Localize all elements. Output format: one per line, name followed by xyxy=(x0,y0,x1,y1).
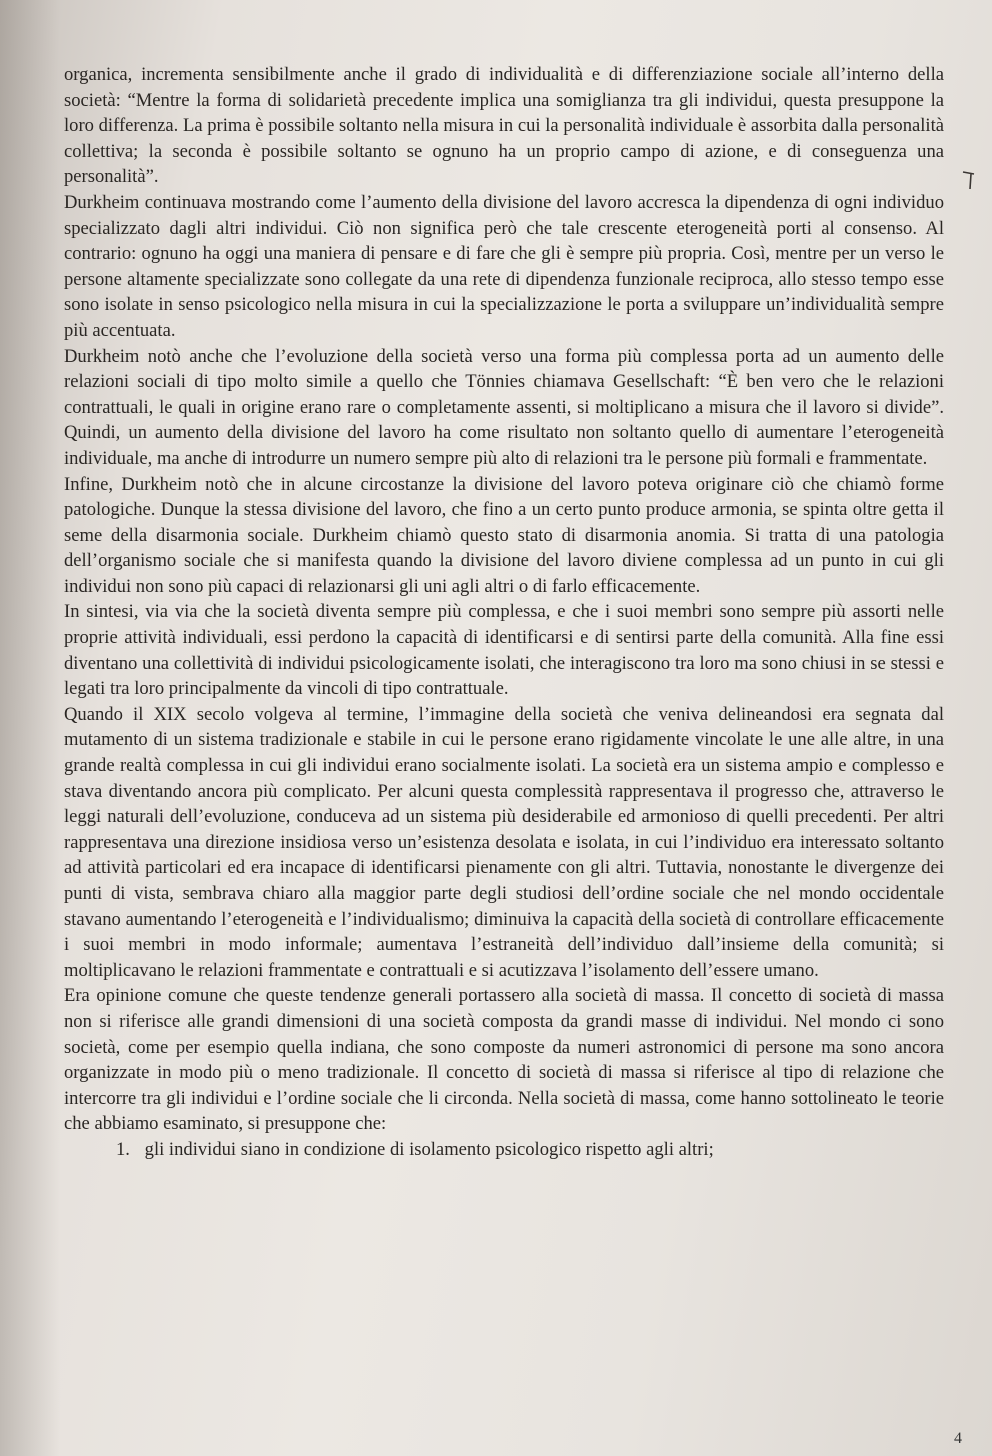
paragraph: Durkheim notò anche che l’evoluzione della società verso una forma più complessa porta ad un aumento delle relazioni sociali di tipo molto simile a quello che Tönnies chiamava Gesellschaft: “È ben vero che le relazioni contrattuali, le quali in origine erano rare o completamente assenti, si moltiplicano a misura che il lavoro si divide”. Quindi, un aumento della divisione del lavoro ha come risultato non soltanto quello di aumentare l’eterogeneità individuale, ma anche di introdurre un numero sempre più alto di relazioni tra le persone più formali e frammentate. xyxy=(64,345,944,469)
list-item-text: gli individui siano in condizione di isolamento psicologico rispetto agli altri; xyxy=(144,1138,714,1160)
list-item-number: 1. xyxy=(116,1138,130,1160)
paragraph: Infine, Durkheim notò che in alcune circostanze la divisione del lavoro poteva originare ciò che chiamò forme patologiche. Dunque la stessa divisione del lavoro, che fino a un certo punto produce armonia, se spinta oltre getta il seme della disarmonia sociale. Durkheim chiamò questo stato di disarmonia anomia. Si tratta di una patologia dell’organismo sociale che si manifesta quando la divisione del lavoro diviene complessa ad un punto in cui gli individui non sono più capaci di relazionarsi gli uni agli altri o di farlo efficacemente. xyxy=(64,473,944,597)
numbered-list xyxy=(64,1137,944,1163)
paragraph: Era opinione comune che queste tendenze generali portassero alla società di massa. Il concetto di società di massa non si riferisce alle grandi dimensioni di una società composta da grandi masse di individui. Nel mondo ci sono società, come per esempio quella indiana, che sono composte da numeri astronomici di persone ma sono ancora organizzate in modo più o meno tradizionale. Il concetto di società di massa si riferisce al tipo di relazione che intercorre tra gli individui e l’ordine sociale che li circonda. Nella società di massa, come hanno sottolineato le teorie che abbiamo esaminato, si presuppone che: xyxy=(64,985,944,1135)
pen-mark-icon xyxy=(962,170,976,190)
page-number: 4 xyxy=(954,1430,962,1447)
list-item xyxy=(116,1137,944,1163)
paragraph: Durkheim continuava mostrando come l’aumento della divisione del lavoro accresca la dipendenza di ogni individuo specializzato dagli altri individui. Ciò non significa però che tale crescente eterogeneità porti al consenso. Al contrario: ognuno ha oggi una maniera di pensare e di fare che gli è sempre più propria. Così, mentre per un verso le persone altamente specializzate sono collegate da una rete di dipendenza funzionale reciproca, allo stesso tempo esse sono isolate in senso psicologico nella misura in cui la specializzazione le porta a sviluppare un’individualità sempre più accentuata. xyxy=(64,191,944,341)
paragraph: In sintesi, via via che la società diventa sempre più complessa, e che i suoi membri sono sempre più assorti nelle proprie attività individuali, essi perdono la capacità di identificarsi e di sentirsi parte della comunità. Alla fine essi diventano una collettività di individui psicologicamente isolati, che interagiscono tra loro ma sono chiusi in se stessi e legati tra loro principalmente da vincoli di tipo contrattuale. xyxy=(64,601,944,700)
paragraph: organica, incrementa sensibilmente anche il grado di individualità e di differenziazione sociale all’interno della società: “Mentre la forma di solidarietà precedente implica una somiglianza tra gli individui, questa presuppone la loro differenza. La prima è possibile soltanto nella misura in cui la personalità individuale è assorbita dalla personalità collettiva; la seconda è possibile soltanto se ognuno ha un proprio campo di azione, e di conseguenza una personalità”. xyxy=(64,64,944,188)
body-text xyxy=(64,62,944,1163)
page-shadow xyxy=(0,0,60,1456)
paragraph: Quando il XIX secolo volgeva al termine, l’immagine della società che veniva delineandosi era segnata dal mutamento di un sistema tradizionale e stabile in cui le persone erano rigidamente vincolate le une alle altre, in una grande realtà complessa in cui gli individui erano socialmente isolati. La società era un sistema ampio e complesso e stava diventando ancora più complicato. Per alcuni questa complessità rappresentava il progresso che, attraverso le leggi naturali dell’evoluzione, conduceva ad un sistema più desiderabile ed armonioso di quelli precedenti. Per altri rappresentava una direzione insidiosa verso un’esistenza desolata e isolata, in cui l’individuo era interessato soltanto ad attività particolari ed era incapace di identificarsi pienamente con gli altri. Tuttavia, nonostante le divergenze dei punti di vista, sembrava chiaro alla maggior parte degli studiosi dell’ordine sociale che nel mondo occidentale stavano aumentando l’eterogeneità e l’individualismo; diminuiva la capacità della società di controllare efficacemente i suoi membri in modo informale; aumentava l’estraneità dell’individuo dall’insieme della comunità; si moltiplicavano le relazioni frammentate e contrattuali e si acutizzava l’isolamento dell’essere umano. xyxy=(64,703,944,981)
